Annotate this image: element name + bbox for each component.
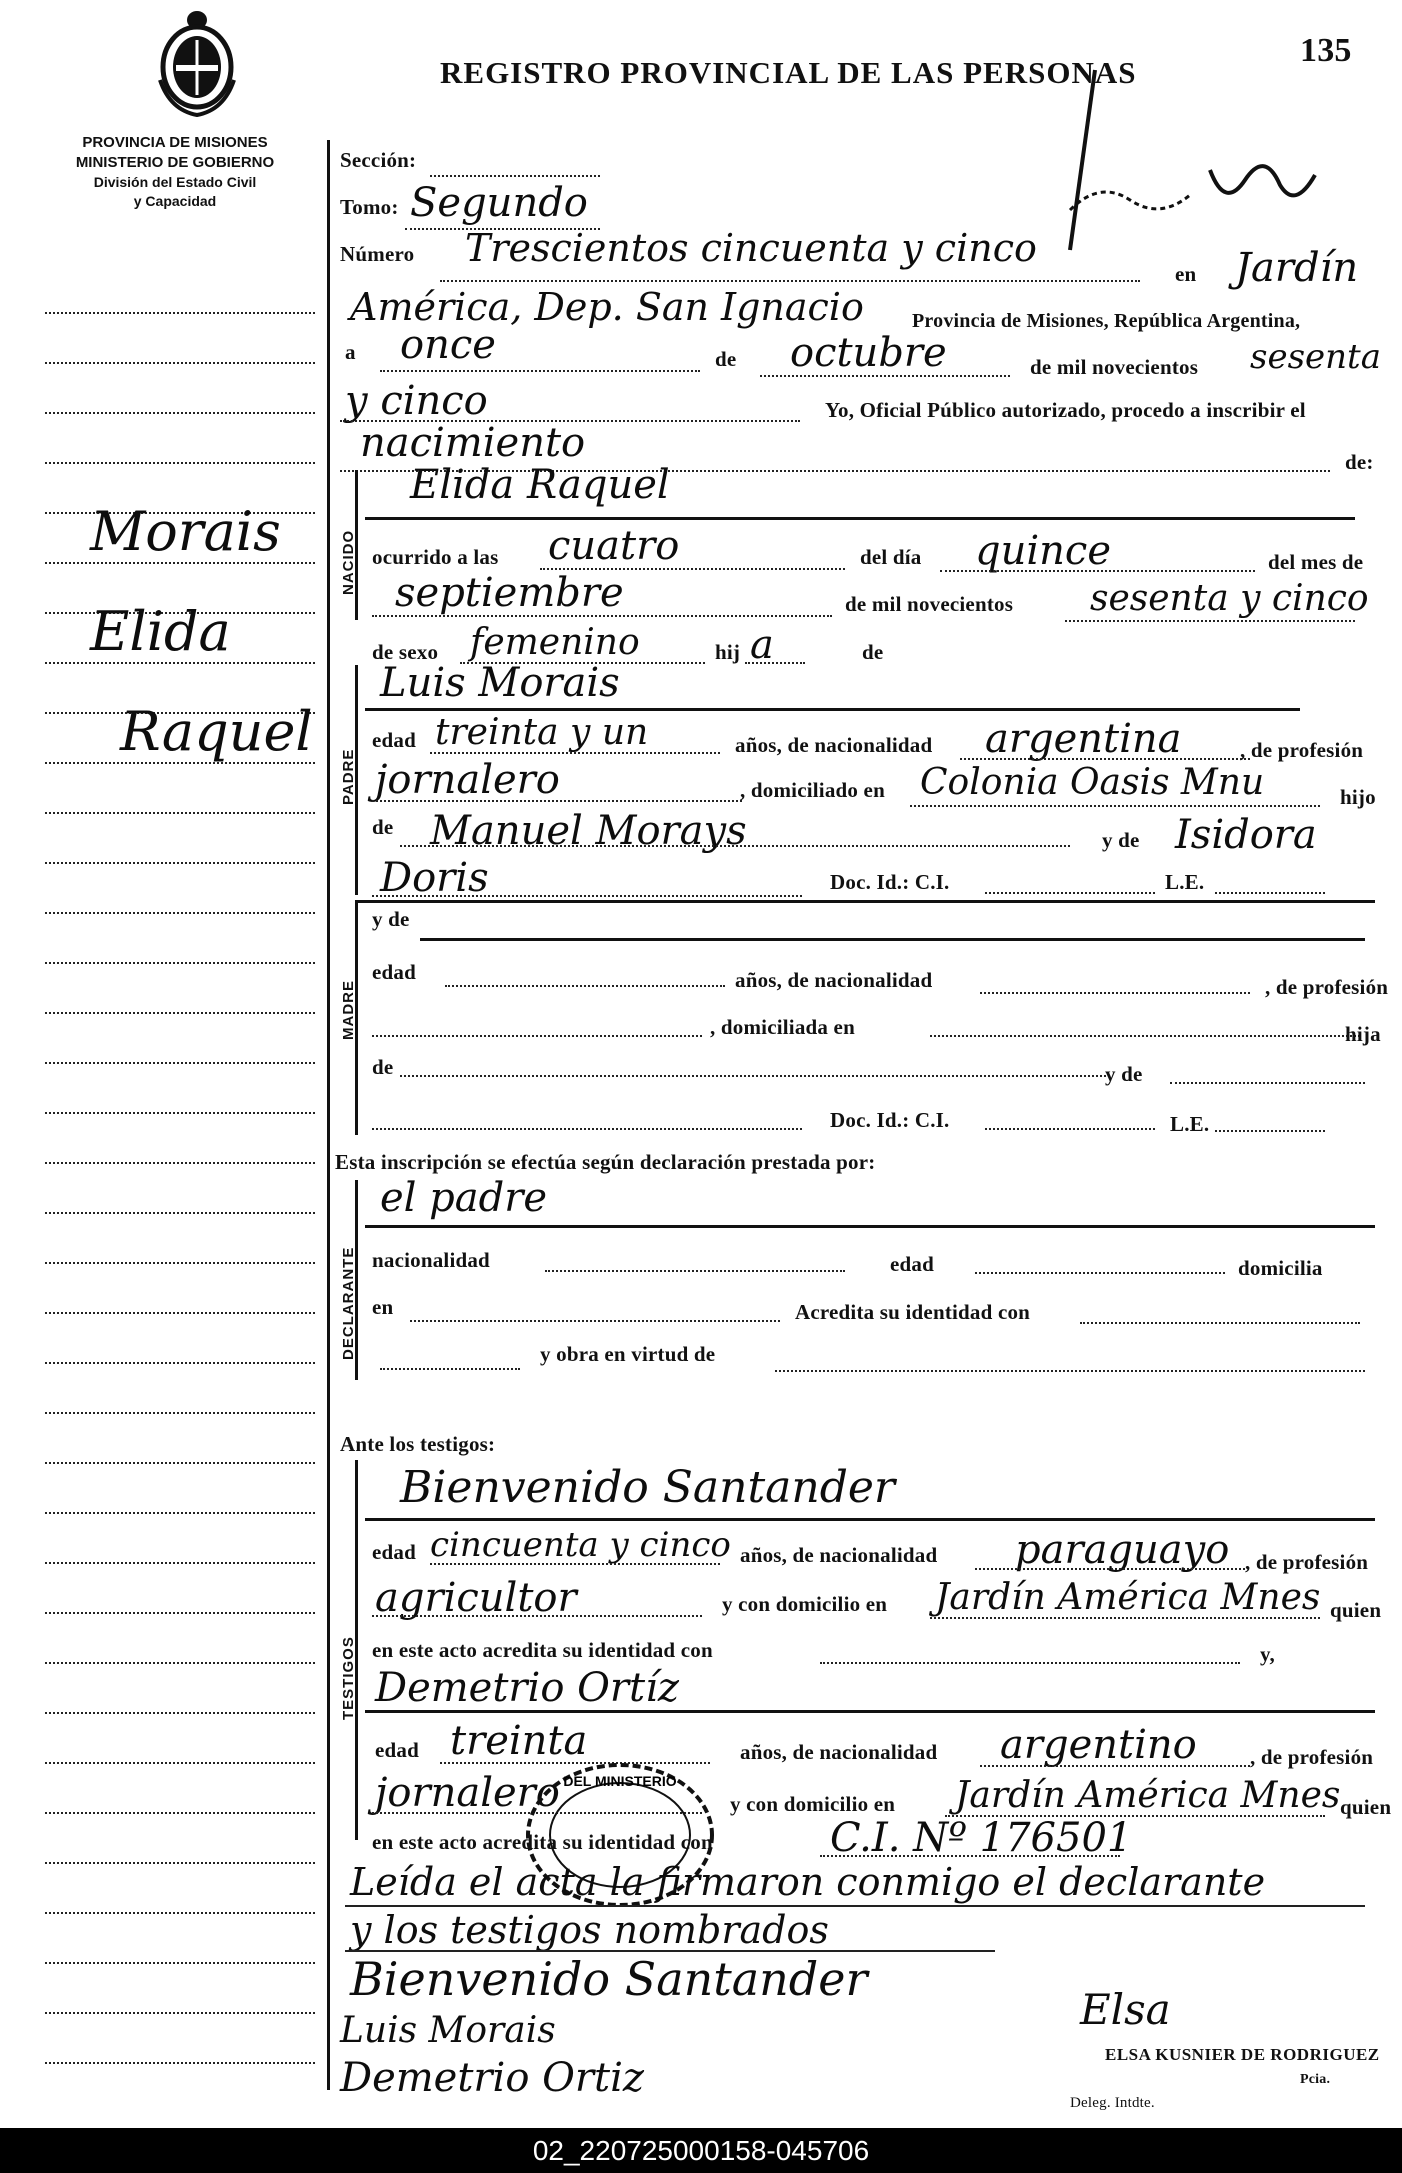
value-t2-dom: Jardín América Mnes xyxy=(955,1775,1341,1816)
value-sexo: femenino xyxy=(470,622,640,663)
value-acto: nacimiento xyxy=(360,420,586,466)
value-tomo: Segundo xyxy=(410,180,588,226)
value-numero: Trescientos cincuenta y cinco xyxy=(465,226,1037,270)
label-seccion: Sección: xyxy=(340,148,417,172)
label-doc-padre: Doc. Id.: C.I. xyxy=(830,870,950,894)
value-anio-1: sesenta xyxy=(1250,337,1381,377)
label-de-1: de xyxy=(715,347,737,371)
official-stamp-sub-1: Deleg. Intdte. xyxy=(1070,2095,1155,2111)
margin-name-1: Elida xyxy=(90,600,231,663)
label-nacionalidad-decl: nacionalidad xyxy=(372,1248,490,1272)
value-mes-nac: septiembre xyxy=(395,570,624,616)
label-anios-nac-t2: años, de nacionalidad xyxy=(740,1740,938,1764)
page-title: REGISTRO PROVINCIAL DE LAS PERSONAS xyxy=(440,55,1137,90)
label-profesion-padre: , de profesión xyxy=(1240,738,1364,762)
signature-witness-1: Bienvenido Santander xyxy=(350,1952,868,2006)
label-quien-t1: quien xyxy=(1330,1598,1382,1622)
label-quien-t2: quien xyxy=(1340,1795,1392,1819)
label-en: en xyxy=(1175,262,1197,286)
label-en-este-acto-t2: en este acto acredita su identidad con xyxy=(372,1830,713,1854)
signature-witness-2: Demetrio Ortiz xyxy=(340,2055,644,2101)
value-abuela-1: Isidora xyxy=(1175,812,1317,858)
value-abuelo: Manuel Morays xyxy=(430,808,747,854)
value-t1-dom: Jardín América Mnes xyxy=(935,1577,1321,1618)
label-del-mes: del mes de xyxy=(1268,550,1364,574)
value-dia-nac: quince xyxy=(975,528,1111,574)
label-edad-t2: edad xyxy=(375,1738,419,1762)
section-madre: MADRE xyxy=(340,980,357,1040)
label-hijo: hijo xyxy=(1340,785,1376,809)
label-obra: y obra en virtud de xyxy=(540,1342,716,1366)
label-y-de-madre-1: y de xyxy=(372,907,410,931)
value-t2-nac: argentino xyxy=(1000,1722,1197,1768)
signature-official: Elsa xyxy=(1080,1985,1171,2034)
label-y-comma: y, xyxy=(1260,1642,1275,1666)
label-profesion-t1: , de profesión xyxy=(1245,1550,1369,1574)
value-lugar-1: Jardín xyxy=(1235,245,1359,291)
footer-id: 02_220725000158-045706 xyxy=(0,2128,1402,2173)
value-declarante: el padre xyxy=(380,1175,548,1221)
label-ante: Ante los testigos: xyxy=(340,1432,496,1456)
label-en-este-acto-t1: en este acto acredita su identidad con xyxy=(372,1638,713,1662)
org-province: PROVINCIA DE MISIONES xyxy=(82,134,268,151)
value-padre-nac: argentina xyxy=(985,716,1182,762)
coat-of-arms-icon xyxy=(150,5,245,120)
value-mes: octubre xyxy=(790,330,947,376)
label-de-sexo: de sexo xyxy=(372,640,439,664)
label-de-mil-2: de mil novecientos xyxy=(845,592,1014,616)
section-testigos: TESTIGOS xyxy=(340,1636,357,1720)
official-stamp-name: ELSA KUSNIER DE RODRIGUEZ xyxy=(1105,2045,1380,2064)
value-padre-nombre: Luis Morais xyxy=(380,660,620,706)
label-de-madre: de xyxy=(372,1055,394,1079)
label-con-domicilio-t2: y con domicilio en xyxy=(730,1792,896,1816)
value-anio-2: y cinco xyxy=(345,378,488,424)
value-t2-prof: jornalero xyxy=(375,1770,560,1816)
section-padre: PADRE xyxy=(340,748,357,805)
value-t1-edad: cincuenta y cinco xyxy=(430,1525,731,1565)
value-dia: once xyxy=(400,322,496,368)
closing-line-2: y los testigos nombrados xyxy=(350,1908,829,1952)
label-a: a xyxy=(345,340,356,364)
label-de-2: de xyxy=(862,640,884,664)
org-division-sub: y Capacidad xyxy=(133,193,217,209)
value-lugar-2: América, Dep. San Ignacio xyxy=(350,285,864,329)
org-division: División del Estado Civil xyxy=(93,174,257,190)
label-anios-nac-t1: años, de nacionalidad xyxy=(740,1543,938,1567)
value-hij-suffix: a xyxy=(750,622,774,668)
value-padre-edad: treinta y un xyxy=(435,712,649,753)
label-domicilia: domicilia xyxy=(1238,1256,1323,1280)
value-testigo-2: Demetrio Ortíz xyxy=(375,1665,679,1711)
label-numero: Número xyxy=(340,242,415,266)
closing-line-1: Leída el acta la firmaron conmigo el declarante xyxy=(350,1860,1266,1904)
value-t1-prof: agricultor xyxy=(375,1575,577,1621)
label-y-de-padre: y de xyxy=(1102,828,1140,852)
label-con-domicilio-t1: y con domicilio en xyxy=(722,1592,888,1616)
label-oficial: Yo, Oficial Público autorizado, procedo a inscribir el xyxy=(825,398,1306,422)
label-inscripcion: Esta inscripción se efectúa según declaración prestada por: xyxy=(335,1150,876,1174)
label-profesion-madre: , de profesión xyxy=(1265,975,1389,999)
signature-father: Luis Morais xyxy=(340,2010,556,2051)
label-edad-madre: edad xyxy=(372,960,416,984)
label-acredita: Acredita su identidad con xyxy=(795,1300,1031,1324)
margin-surname: Morais xyxy=(90,500,281,563)
label-provincia: Provincia de Misiones, República Argentina, xyxy=(912,310,1301,332)
label-del-dia: del día xyxy=(860,545,922,569)
label-hij: hij xyxy=(715,640,741,664)
label-tomo: Tomo: xyxy=(340,195,399,219)
label-le-madre: L.E. xyxy=(1170,1112,1210,1136)
left-divider xyxy=(327,140,330,2090)
label-edad-t1: edad xyxy=(372,1540,416,1564)
label-ocurrido: ocurrido a las xyxy=(372,545,499,569)
org-ministry: MINISTERIO DE GOBIERNO xyxy=(75,154,275,171)
label-de-colon: de: xyxy=(1345,450,1374,474)
top-signature-mark xyxy=(1040,60,1360,260)
margin-name-2: Raquel xyxy=(120,700,313,763)
value-abuela-2: Doris xyxy=(380,855,489,901)
label-anios-nac-padre: años, de nacionalidad xyxy=(735,733,933,757)
label-de-3: de xyxy=(372,815,394,839)
label-domiciliado: , domiciliado en xyxy=(740,778,885,802)
value-t2-edad: treinta xyxy=(450,1718,588,1764)
value-padre-dom: Colonia Oasis Mnu xyxy=(920,762,1265,803)
section-nacido: NACIDO xyxy=(340,529,357,595)
label-doc-madre: Doc. Id.: C.I. xyxy=(830,1108,950,1132)
value-t1-nac: paraguayo xyxy=(1015,1527,1230,1573)
label-de-mil: de mil novecientos xyxy=(1030,355,1199,379)
value-t2-doc: C.I. Nº 176501 xyxy=(830,1815,1133,1861)
seal-text: DEL MINISTERIO xyxy=(563,1773,677,1789)
label-domiciliada: , domiciliada en xyxy=(710,1015,855,1039)
value-padre-prof: jornalero xyxy=(375,757,560,803)
label-edad-decl: edad xyxy=(890,1252,934,1276)
label-hija: hija xyxy=(1345,1022,1381,1046)
label-y-de-madre-2: y de xyxy=(1105,1062,1143,1086)
value-nombre: Elida Raquel xyxy=(410,462,670,508)
value-hora: cuatro xyxy=(548,523,680,569)
label-anios-nac-madre: años, de nacionalidad xyxy=(735,968,933,992)
value-testigo-1: Bienvenido Santander xyxy=(400,1462,895,1513)
label-edad-padre: edad xyxy=(372,728,416,752)
official-stamp-sub-2: Pcia. xyxy=(1300,2072,1331,2087)
page-number: 135 xyxy=(1300,32,1352,69)
label-le-padre: L.E. xyxy=(1165,870,1205,894)
value-anio-nac: sesenta y cinco xyxy=(1090,578,1369,619)
label-en-decl: en xyxy=(372,1295,394,1319)
section-declarante: DECLARANTE xyxy=(340,1246,357,1360)
label-profesion-t2: , de profesión xyxy=(1250,1745,1374,1769)
